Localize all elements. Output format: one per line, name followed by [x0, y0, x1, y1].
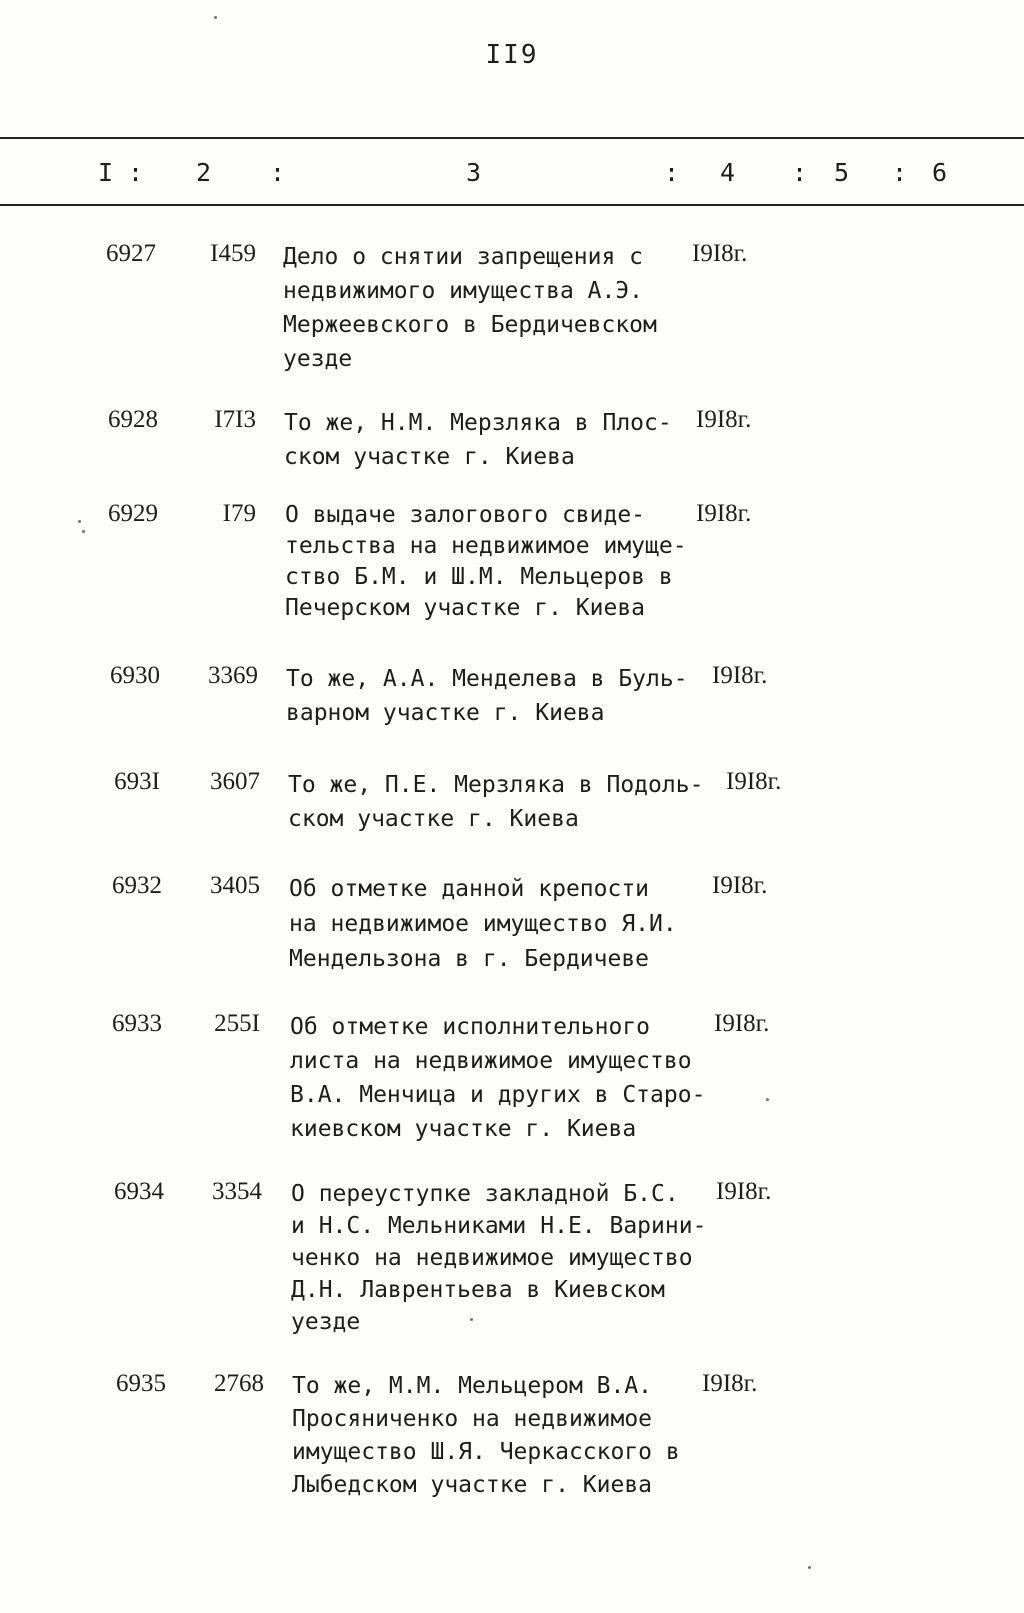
- scan-speck: [78, 520, 81, 523]
- column-header-4: 4: [720, 158, 736, 187]
- record-year: I9I8г.: [696, 500, 752, 527]
- description-line: недвижимого имущества А.Э.: [283, 278, 644, 304]
- description-line: тельства на недвижимое имуще-: [285, 533, 687, 559]
- record-description: [290, 1010, 720, 1146]
- description-line: листа на недвижимое имущество: [290, 1048, 692, 1074]
- record-description: [284, 406, 714, 474]
- record-number: 6932: [112, 872, 162, 899]
- scan-speck: [470, 1318, 473, 1321]
- record-number: 6927: [106, 240, 156, 267]
- record-number: 693I: [114, 768, 160, 795]
- column-separator: :: [128, 158, 144, 187]
- record-description: [285, 500, 715, 624]
- description-line: Дело о снятии запрещения с: [283, 244, 644, 270]
- record-code: I459: [210, 240, 256, 267]
- description-line: ском участке г. Киева: [288, 806, 579, 832]
- description-line: То же, М.М. Мельцером В.А.: [292, 1373, 653, 1399]
- column-header-6: 6: [932, 158, 948, 187]
- record-description: [289, 872, 719, 977]
- scan-speck: [766, 1098, 769, 1101]
- record-number: 6930: [110, 662, 160, 689]
- record-code: 2768: [214, 1370, 264, 1397]
- column-header-5: 5: [834, 158, 850, 187]
- record-code: 3369: [208, 662, 258, 689]
- description-line: ченко на недвижимое имущество: [291, 1245, 693, 1271]
- description-line: О переуступке закладной Б.С.: [291, 1181, 679, 1207]
- record-description: [288, 768, 718, 836]
- scan-speck: [808, 1566, 811, 1569]
- record-description: [283, 240, 713, 376]
- record-code: 255I: [214, 1010, 260, 1037]
- record-code: 3405: [210, 872, 260, 899]
- record-year: I9I8г.: [696, 406, 752, 433]
- record-year: I9I8г.: [692, 240, 748, 267]
- description-line: Просяниченко на недвижимое: [292, 1406, 653, 1432]
- header-bottom-rule: [0, 204, 1024, 206]
- description-line: уезде: [291, 1309, 361, 1335]
- column-separator: :: [664, 158, 680, 187]
- record-year: I9I8г.: [712, 872, 768, 899]
- record-number: 6928: [108, 406, 158, 433]
- record-year: I9I8г.: [726, 768, 782, 795]
- description-line: ском участке г. Киева: [284, 444, 575, 470]
- column-separator: :: [892, 158, 908, 187]
- scan-speck: [82, 530, 85, 533]
- record-description: [292, 1370, 722, 1502]
- description-line: уезде: [283, 346, 353, 372]
- column-header-1: I: [98, 158, 114, 187]
- description-line: О выдаче залогового свиде-: [285, 502, 646, 528]
- description-line: Печерском участке г. Киева: [285, 595, 646, 621]
- page-number: II9: [485, 40, 539, 70]
- description-line: варном участке г. Киева: [286, 700, 605, 726]
- column-separator: :: [792, 158, 808, 187]
- description-line: Лыбедском участке г. Киева: [292, 1472, 653, 1498]
- description-line: на недвижимое имущество Я.И.: [289, 911, 677, 937]
- description-line: ство Б.М. и Ш.М. Мельцеров в: [285, 564, 673, 590]
- column-header-2: 2: [196, 158, 212, 187]
- description-line: Мендельзона в г. Бердичеве: [289, 946, 650, 972]
- record-number: 6929: [108, 500, 158, 527]
- description-line: То же, А.А. Менделева в Буль-: [286, 666, 688, 692]
- record-year: I9I8г.: [716, 1178, 772, 1205]
- record-number: 6934: [114, 1178, 164, 1205]
- description-line: Об отметке данной крепости: [289, 876, 650, 902]
- description-line: То же, Н.М. Мерзляка в Плос-: [284, 410, 672, 436]
- record-description: [291, 1178, 721, 1338]
- description-line: То же, П.Е. Мерзляка в Подоль-: [288, 772, 704, 798]
- description-line: киевском участке г. Киева: [290, 1116, 637, 1142]
- record-code: 3354: [212, 1178, 262, 1205]
- record-year: I9I8г.: [712, 662, 768, 689]
- column-separator: :: [270, 158, 286, 187]
- record-code: I79: [222, 500, 256, 527]
- record-code: 3607: [210, 768, 260, 795]
- header-top-rule: [0, 137, 1024, 139]
- description-line: Об отметке исполнительного: [290, 1014, 651, 1040]
- description-line: имущество Ш.Я. Черкасского в: [292, 1439, 680, 1465]
- scan-speck: [214, 16, 217, 19]
- record-year: I9I8г.: [714, 1010, 770, 1037]
- description-line: и Н.С. Мельниками Н.Е. Варини-: [291, 1213, 707, 1239]
- description-line: В.А. Менчица и других в Старо-: [290, 1082, 706, 1108]
- column-header-3: 3: [466, 158, 482, 187]
- description-line: Мержеевского в Бердичевском: [283, 312, 657, 338]
- record-year: I9I8г.: [702, 1370, 758, 1397]
- record-number: 6933: [112, 1010, 162, 1037]
- description-line: Д.Н. Лаврентьева в Киевском: [291, 1277, 665, 1303]
- record-code: I7I3: [214, 406, 256, 433]
- record-description: [286, 662, 716, 730]
- record-number: 6935: [116, 1370, 166, 1397]
